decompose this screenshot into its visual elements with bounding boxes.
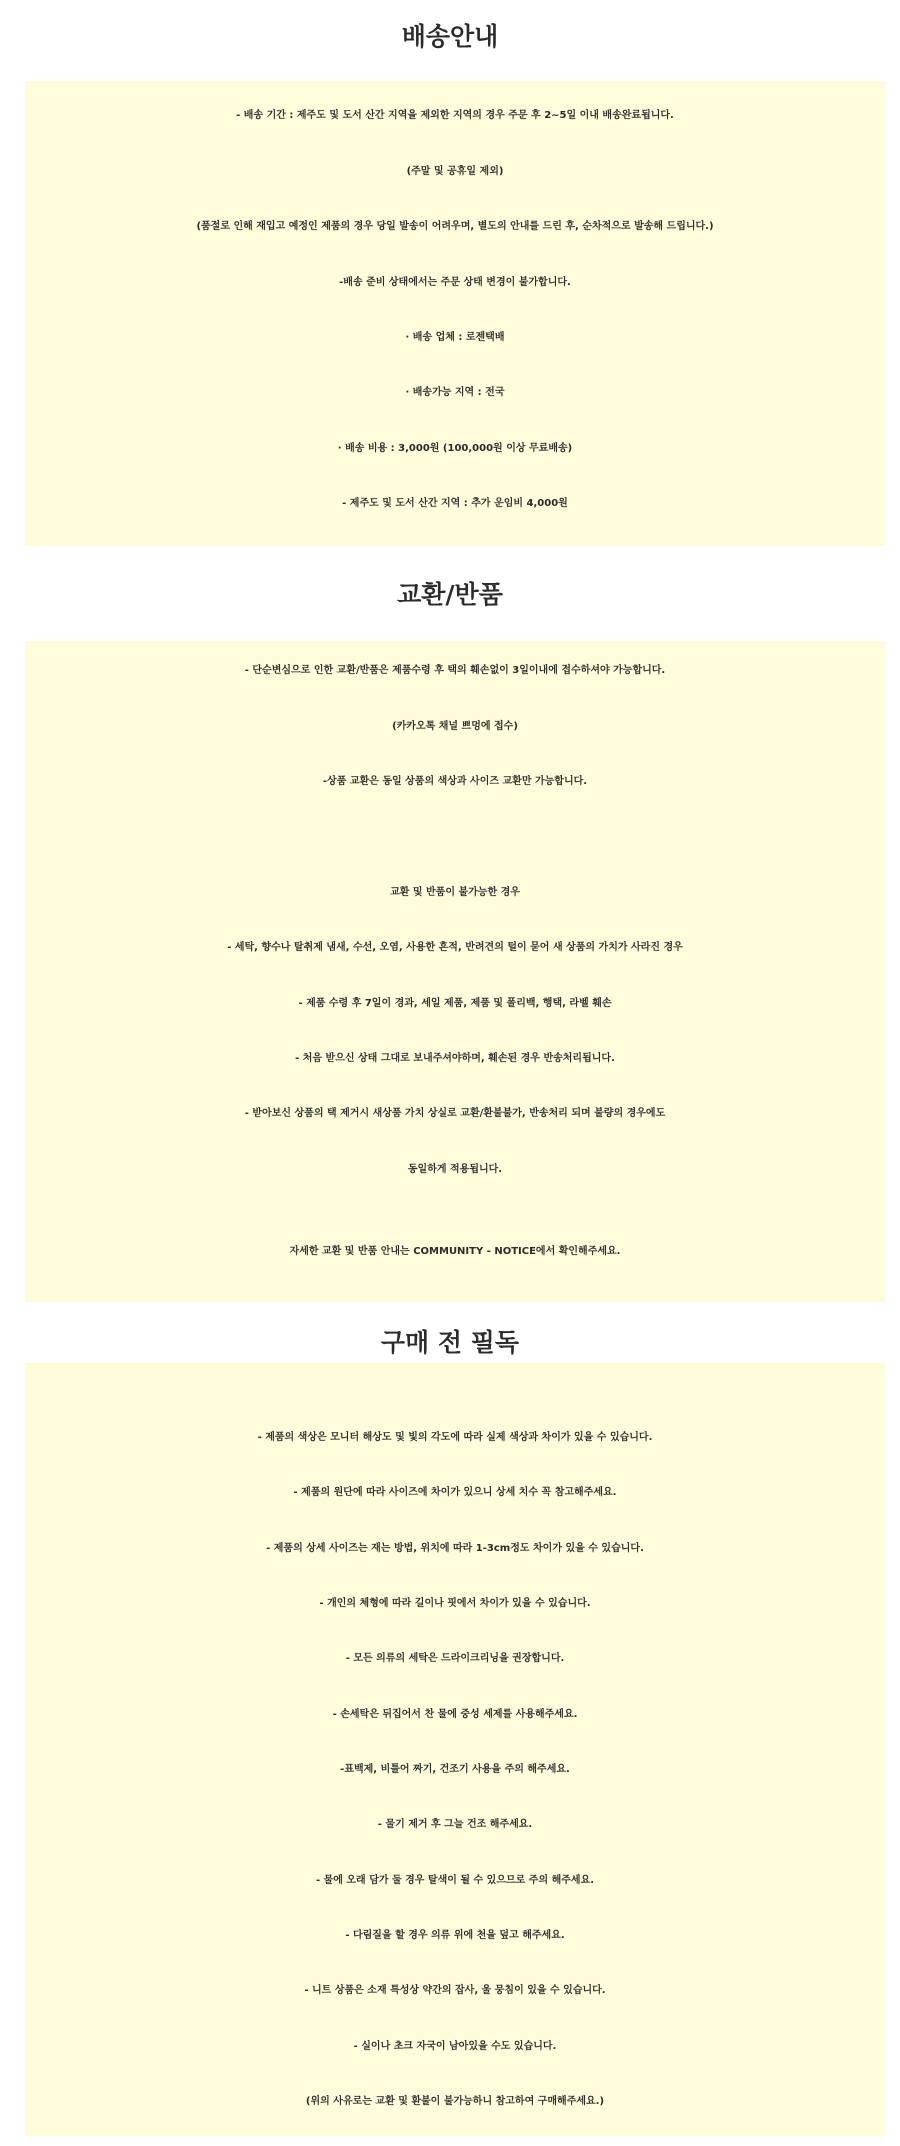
precaution-line-dryclean: - 모든 의류의 세탁은 드라이크리닝을 권장합니다.: [345, 1653, 565, 1664]
shipping-line-cost: · 배송 비용 : 3,000원 (100,000원 이상 무료배송): [337, 443, 573, 454]
precaution-line-fabric: - 제품의 원단에 따라 사이즈에 차이가 있으니 상세 치수 꼭 참고해주세요.: [293, 1487, 617, 1498]
precaution-line-ironing: - 다림질을 할 경우 의류 위에 천을 덮고 해주세요.: [345, 1930, 565, 1941]
exchange-title: 교환/반품: [397, 580, 503, 609]
precaution-line-shade-dry: - 물기 제거 후 그늘 건조 해주세요.: [377, 1819, 533, 1830]
precaution-line-bleach: -표백제, 비틀어 짜기, 건조기 사용을 주의 해주세요.: [340, 1764, 570, 1775]
shipping-line-period: - 배송 기간 : 제주도 및 도서 산간 지역을 제외한 지역의 경우 주문 후 2~5일 이내 배송완료됩니다.: [236, 110, 674, 121]
precaution-line-handwash: - 손세탁은 뒤집어서 찬 물에 중성 세제를 사용해주세요.: [332, 1709, 578, 1720]
precaution-line-soak: - 물에 오래 담가 둘 경우 탈색이 될 수 있으므로 주의 해주세요.: [315, 1875, 595, 1886]
exchange-info-box: [25, 641, 885, 1302]
exchange-line-tag-removed-cont: 동일하게 적용됩니다.: [407, 1164, 503, 1175]
precaution-line-disclaimer: (위의 사유로는 교환 및 환불이 불가능하니 참고하여 구매해주세요.): [305, 2096, 605, 2107]
exchange-line-policy: - 단순변심으로 인한 교환/반품은 제품수령 후 택의 훼손없이 3일이내에 접수하셔야 가능합니다.: [244, 665, 666, 676]
precaution-line-body: - 개인의 체형에 따라 길이나 핏에서 차이가 있을 수 있습니다.: [319, 1598, 591, 1609]
exchange-line-channel: (카카오톡 채널 쁘멍에 접수): [392, 721, 518, 732]
exchange-line-tag-removed: - 받아보신 상품의 택 제거시 새상품 가치 상실로 교환/환불불가, 반송처리 되며 불량의 경우에도: [244, 1108, 666, 1119]
shipping-line-holiday: (주말 및 공휴일 제외): [406, 166, 504, 177]
exchange-line-original-state: - 처음 받으신 상태 그대로 보내주셔야하며, 훼손된 경우 반송처리됩니다.: [295, 1053, 615, 1064]
precaution-line-color: - 제품의 색상은 모니터 해상도 및 빛의 각도에 따라 실제 색상과 차이가 있을 수 있습니다.: [257, 1432, 653, 1443]
shipping-line-island-fee: - 제주도 및 도서 산간 지역 : 추가 운임비 4,000원: [342, 498, 568, 509]
shipping-info-box: [25, 81, 885, 546]
precaution-line-knit: - 니트 상품은 소재 특성상 약간의 잡사, 울 뭉침이 있을 수 있습니다.: [304, 1985, 606, 1996]
precautions-info-box: [25, 1363, 885, 2136]
shipping-line-region: · 배송가능 지역 : 전국: [405, 387, 505, 398]
shipping-title: 배송안내: [401, 22, 499, 51]
precaution-line-measure: - 제품의 상세 사이즈는 재는 방법, 위치에 따라 1-3cm정도 차이가 있을 수 있습니다.: [266, 1543, 644, 1554]
shipping-line-carrier: · 배송 업체 : 로젠택배: [405, 332, 505, 343]
shipping-line-status: -배송 준비 상태에서는 주문 상태 변경이 불가합니다.: [339, 277, 571, 288]
exchange-line-notice: 자세한 교환 및 반품 안내는 COMMUNITY - NOTICE에서 확인해주세요.: [289, 1246, 621, 1257]
precaution-line-chalk: - 실이나 초크 자국이 남아있을 수도 있습니다.: [353, 2041, 557, 2052]
precautions-title: 구매 전 필독: [380, 1328, 520, 1357]
exchange-line-not-allowed-heading: 교환 및 반품이 불가능한 경우: [390, 887, 520, 898]
shipping-line-restock: (품절로 인해 재입고 예정인 제품의 경우 당일 발송이 어려우며, 별도의 안내를 드린 후, 순차적으로 발송해 드립니다.): [196, 221, 714, 232]
exchange-line-same-item: -상품 교환은 동일 상품의 색상과 사이즈 교환만 가능합니다.: [322, 776, 588, 787]
exchange-line-7days: - 제품 수령 후 7일이 경과, 세일 제품, 제품 및 폴리백, 행택, 라벨 훼손: [298, 998, 612, 1009]
exchange-line-wash: - 세탁, 향수나 탈취제 냄새, 수선, 오염, 사용한 흔적, 반려견의 털이 묻어 새 상품의 가치가 사라진 경우: [227, 942, 683, 953]
